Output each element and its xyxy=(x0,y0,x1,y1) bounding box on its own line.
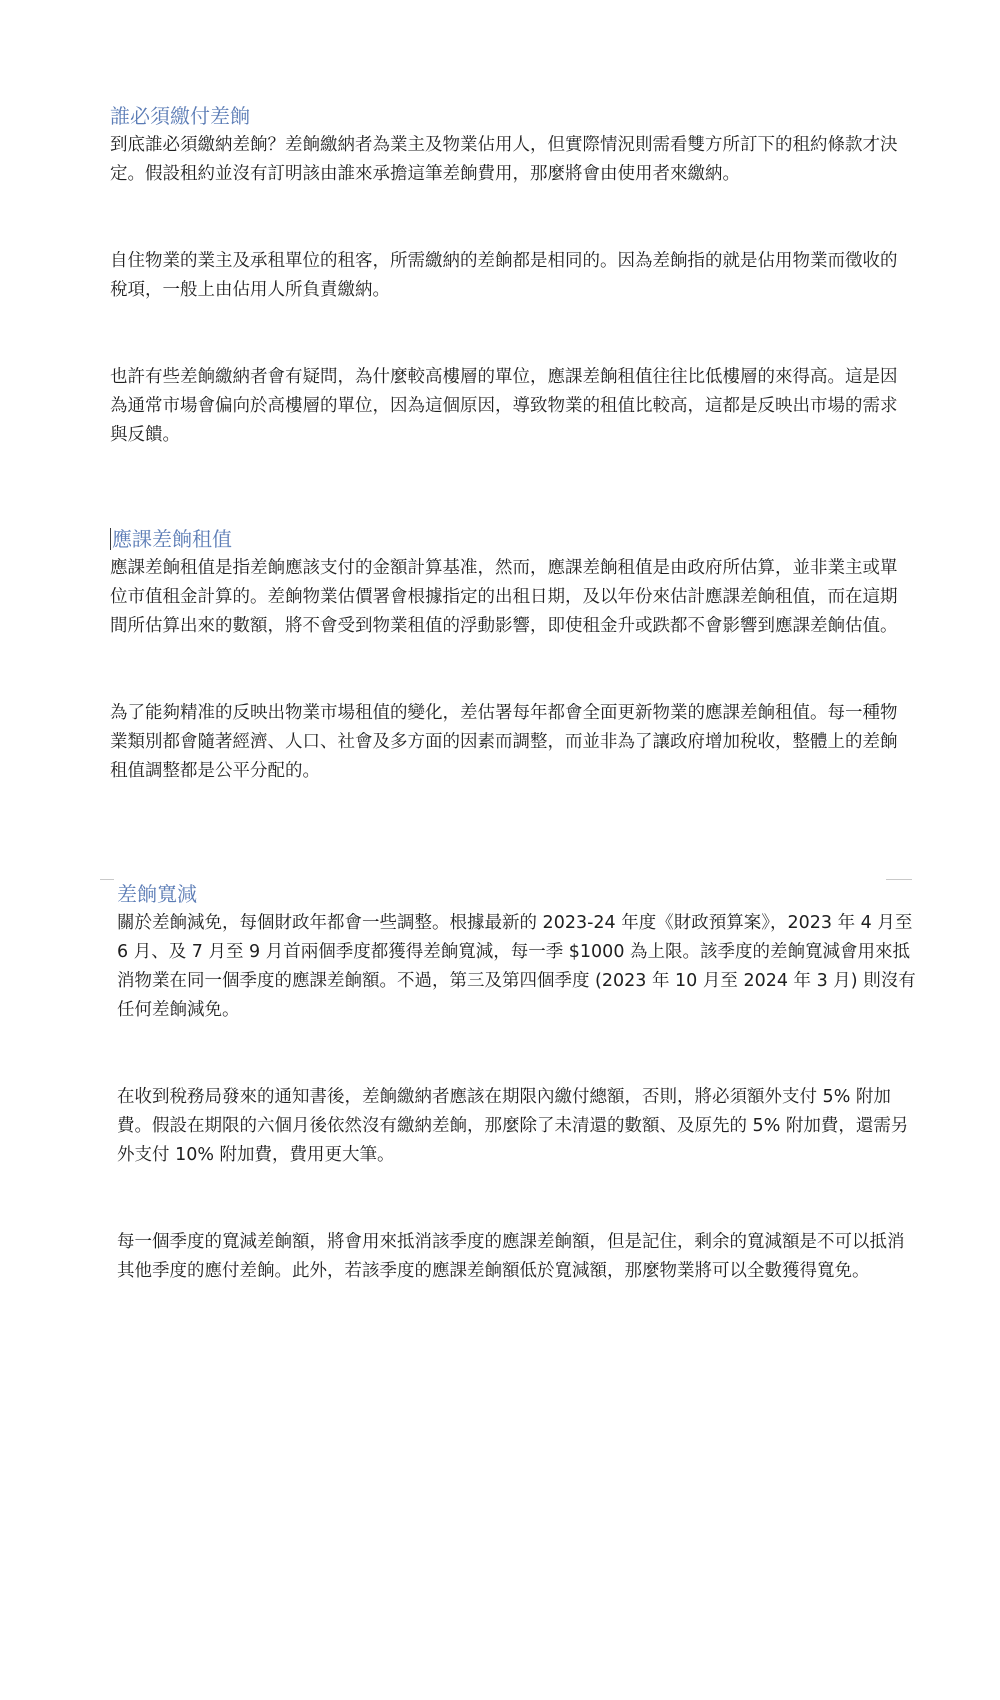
paragraph: 也許有些差餉繳納者會有疑問，為什麼較高樓層的單位，應課差餉租值往往比低樓層的來得高。這是因為通常市場會偏向於高樓層的單位，因為這個原因，導致物業的租值比較高，這都是反映出市場的需求與反饋。 xyxy=(110,367,898,445)
paragraph: 為了能夠精准的反映出物業市場租值的變化，差估署每年都會全面更新物業的應課差餉租值。每一種物業類別都會隨著經濟、人口、社會及多方面的因素而調整，而並非為了讓政府增加稅收，整體上的差餉租值調整都是公平分配的。 xyxy=(110,703,898,781)
paragraph: 到底誰必須繳納差餉？差餉繳納者為業主及物業佔用人，但實際情況則需看雙方所訂下的租約條款才決定。假設租約並沒有訂明該由誰來承擔這筆差餉費用，那麼將會由使用者來繳納。 xyxy=(110,135,898,184)
paragraph: 關於差餉減免，每個財政年都會一些調整。根據最新的 2023-24 年度《財政預算案》，2023 年 4 月至 6 月、及 7 月至 9 月首兩個季度都獲得差餉寬減，每一季 $1000 為上限。該季度的差餉寬減會用來抵消物業在同一個季度的應課差餉額。不過，第三及第四個季度 (2023 年 10 月至 2024 年 3 月) 則沒有任何差餉減免。 xyxy=(117,913,916,1020)
page-boundary-mark-left xyxy=(100,879,114,880)
paragraph: 每一個季度的寬減差餉額，將會用來抵消該季度的應課差餉額，但是記住，剩余的寬減額是不可以抵消其他季度的應付差餉。此外，若該季度的應課差餉額低於寬減額，那麼物業將可以全數獲得寬免。 xyxy=(117,1232,905,1281)
paragraph: 在收到稅務局發來的通知書後，差餉繳納者應該在期限內繳付總額，否則，將必須額外支付 5% 附加費。假設在期限的六個月後依然沒有繳納差餉，那麼除了未清還的數額、及原先的 5% 附加費，還需另外支付 10% 附加費，費用更大筆。 xyxy=(117,1087,909,1165)
text-cursor xyxy=(110,528,111,550)
paragraph: 應課差餉租值是指差餉應該支付的金額計算基准，然而，應課差餉租值是由政府所估算，並非業主或單位市值租金計算的。差餉物業估價署會根據指定的出租日期，及以年份來估計應課差餉租值，而在這期間所估算出來的數額，將不會受到物業租值的浮動影響，即使租金升或跌都不會影響到應課差餉估值。 xyxy=(110,558,898,636)
section-heading: 誰必須繳付差餉 xyxy=(110,104,250,128)
section-rateable-value xyxy=(110,525,910,786)
section-heading-with-cursor[interactable] xyxy=(110,525,910,553)
section-heading: 差餉寬減 xyxy=(117,882,197,906)
section-who-pays-rates xyxy=(110,102,910,450)
paragraph: 自住物業的業主及承租單位的租客，所需繳納的差餉都是相同的。因為差餉指的就是佔用物業而徵收的稅項，一般上由佔用人所負責繳納。 xyxy=(110,251,898,300)
section-heading: 應課差餉租值 xyxy=(112,527,232,551)
section-rates-concession xyxy=(117,880,917,1286)
